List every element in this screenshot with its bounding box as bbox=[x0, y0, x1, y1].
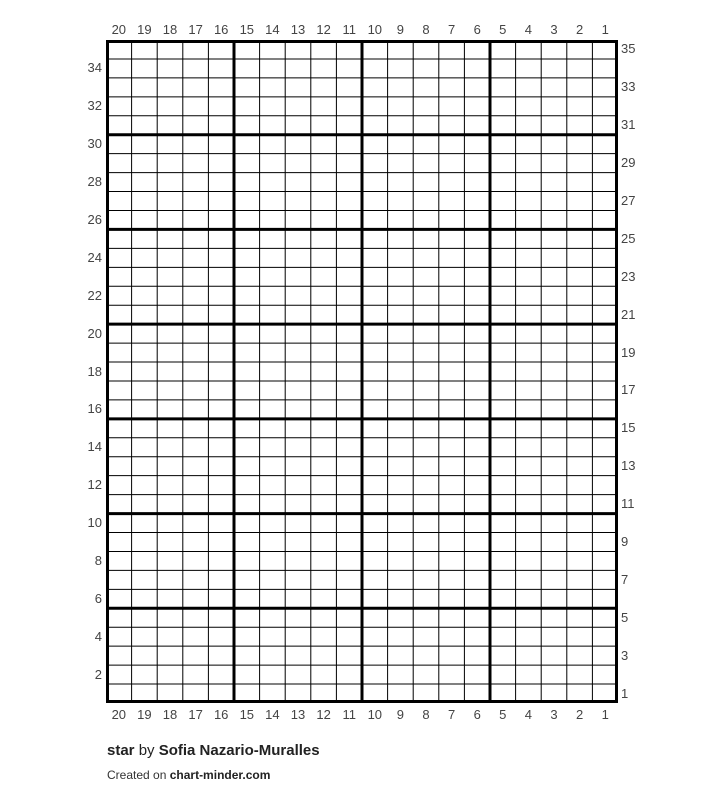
row-label: 2 bbox=[94, 666, 102, 682]
column-label: 15 bbox=[239, 707, 255, 722]
column-label: 19 bbox=[137, 22, 152, 37]
column-label: 14 bbox=[265, 22, 280, 37]
row-label: 10 bbox=[87, 515, 102, 531]
row-label: 20 bbox=[87, 325, 102, 341]
credit-line bbox=[107, 768, 270, 782]
column-label: 1 bbox=[601, 707, 609, 722]
column-label: 13 bbox=[290, 707, 306, 722]
credit-prefix: Created on bbox=[107, 768, 167, 782]
row-label: 24 bbox=[87, 249, 102, 265]
column-label: 9 bbox=[396, 22, 404, 37]
author-name: Sofia Nazario-Muralles bbox=[158, 742, 320, 759]
column-label: 2 bbox=[575, 22, 584, 37]
row-label: 32 bbox=[87, 98, 102, 114]
row-label: 22 bbox=[87, 287, 102, 303]
column-label: 13 bbox=[290, 22, 306, 37]
column-label: 1 bbox=[601, 22, 609, 37]
column-label: 19 bbox=[137, 707, 152, 722]
column-label: 12 bbox=[316, 22, 331, 37]
row-label: 29 bbox=[621, 155, 636, 171]
row-label: 8 bbox=[94, 552, 102, 568]
column-label: 7 bbox=[447, 707, 456, 722]
column-label: 7 bbox=[447, 22, 456, 37]
column-label: 16 bbox=[213, 22, 229, 37]
row-label: 35 bbox=[621, 41, 636, 57]
column-label: 3 bbox=[550, 707, 558, 722]
row-label: 5 bbox=[621, 609, 629, 625]
column-label: 20 bbox=[111, 707, 127, 722]
row-label: 25 bbox=[621, 230, 636, 246]
row-label: 12 bbox=[87, 477, 102, 493]
row-label: 13 bbox=[621, 458, 636, 474]
column-label: 11 bbox=[342, 707, 356, 722]
column-label: 14 bbox=[265, 707, 280, 722]
row-label: 23 bbox=[621, 268, 636, 284]
column-label: 5 bbox=[499, 707, 507, 722]
row-label: 27 bbox=[621, 193, 636, 208]
row-label: 4 bbox=[94, 628, 102, 644]
row-label: 17 bbox=[621, 382, 636, 398]
column-label: 8 bbox=[422, 22, 430, 37]
row-label: 16 bbox=[87, 401, 102, 417]
column-label: 10 bbox=[367, 22, 383, 37]
row-label: 34 bbox=[87, 60, 102, 76]
column-label: 8 bbox=[422, 707, 430, 722]
knitting-chart-grid[interactable] bbox=[106, 40, 618, 703]
row-label: 31 bbox=[621, 117, 636, 133]
column-label: 18 bbox=[162, 22, 178, 37]
credit-site-link[interactable]: chart-minder.com bbox=[169, 768, 271, 782]
column-label: 20 bbox=[111, 22, 127, 37]
by-label: by bbox=[138, 742, 155, 759]
column-label: 11 bbox=[342, 22, 356, 37]
column-label: 4 bbox=[524, 707, 532, 722]
column-label: 18 bbox=[162, 707, 178, 722]
row-label: 3 bbox=[621, 647, 629, 663]
column-label: 4 bbox=[524, 22, 532, 37]
column-label: 2 bbox=[575, 707, 584, 722]
row-label: 6 bbox=[94, 590, 102, 606]
row-label: 19 bbox=[621, 344, 636, 360]
column-label: 10 bbox=[367, 707, 383, 722]
row-label: 15 bbox=[621, 420, 636, 436]
row-label: 30 bbox=[87, 136, 102, 152]
column-label: 3 bbox=[550, 22, 558, 37]
column-label: 6 bbox=[473, 22, 481, 37]
row-label: 11 bbox=[621, 496, 635, 512]
row-label: 9 bbox=[621, 533, 629, 549]
column-label: 17 bbox=[188, 22, 203, 37]
column-label: 5 bbox=[499, 22, 507, 37]
column-label: 12 bbox=[316, 707, 331, 722]
row-label: 1 bbox=[621, 685, 629, 701]
row-label: 21 bbox=[621, 306, 636, 322]
row-label: 7 bbox=[621, 571, 629, 587]
chart-title: star bbox=[107, 742, 135, 759]
column-label: 17 bbox=[188, 707, 203, 722]
row-label: 14 bbox=[87, 439, 102, 455]
chart-title-line bbox=[107, 742, 320, 759]
column-label: 9 bbox=[396, 707, 404, 722]
column-label: 15 bbox=[239, 22, 255, 37]
row-label: 18 bbox=[87, 363, 102, 379]
column-label: 6 bbox=[473, 707, 481, 722]
row-label: 26 bbox=[87, 211, 102, 227]
column-label: 16 bbox=[213, 707, 229, 722]
row-label: 28 bbox=[87, 174, 102, 190]
row-label: 33 bbox=[621, 79, 636, 95]
